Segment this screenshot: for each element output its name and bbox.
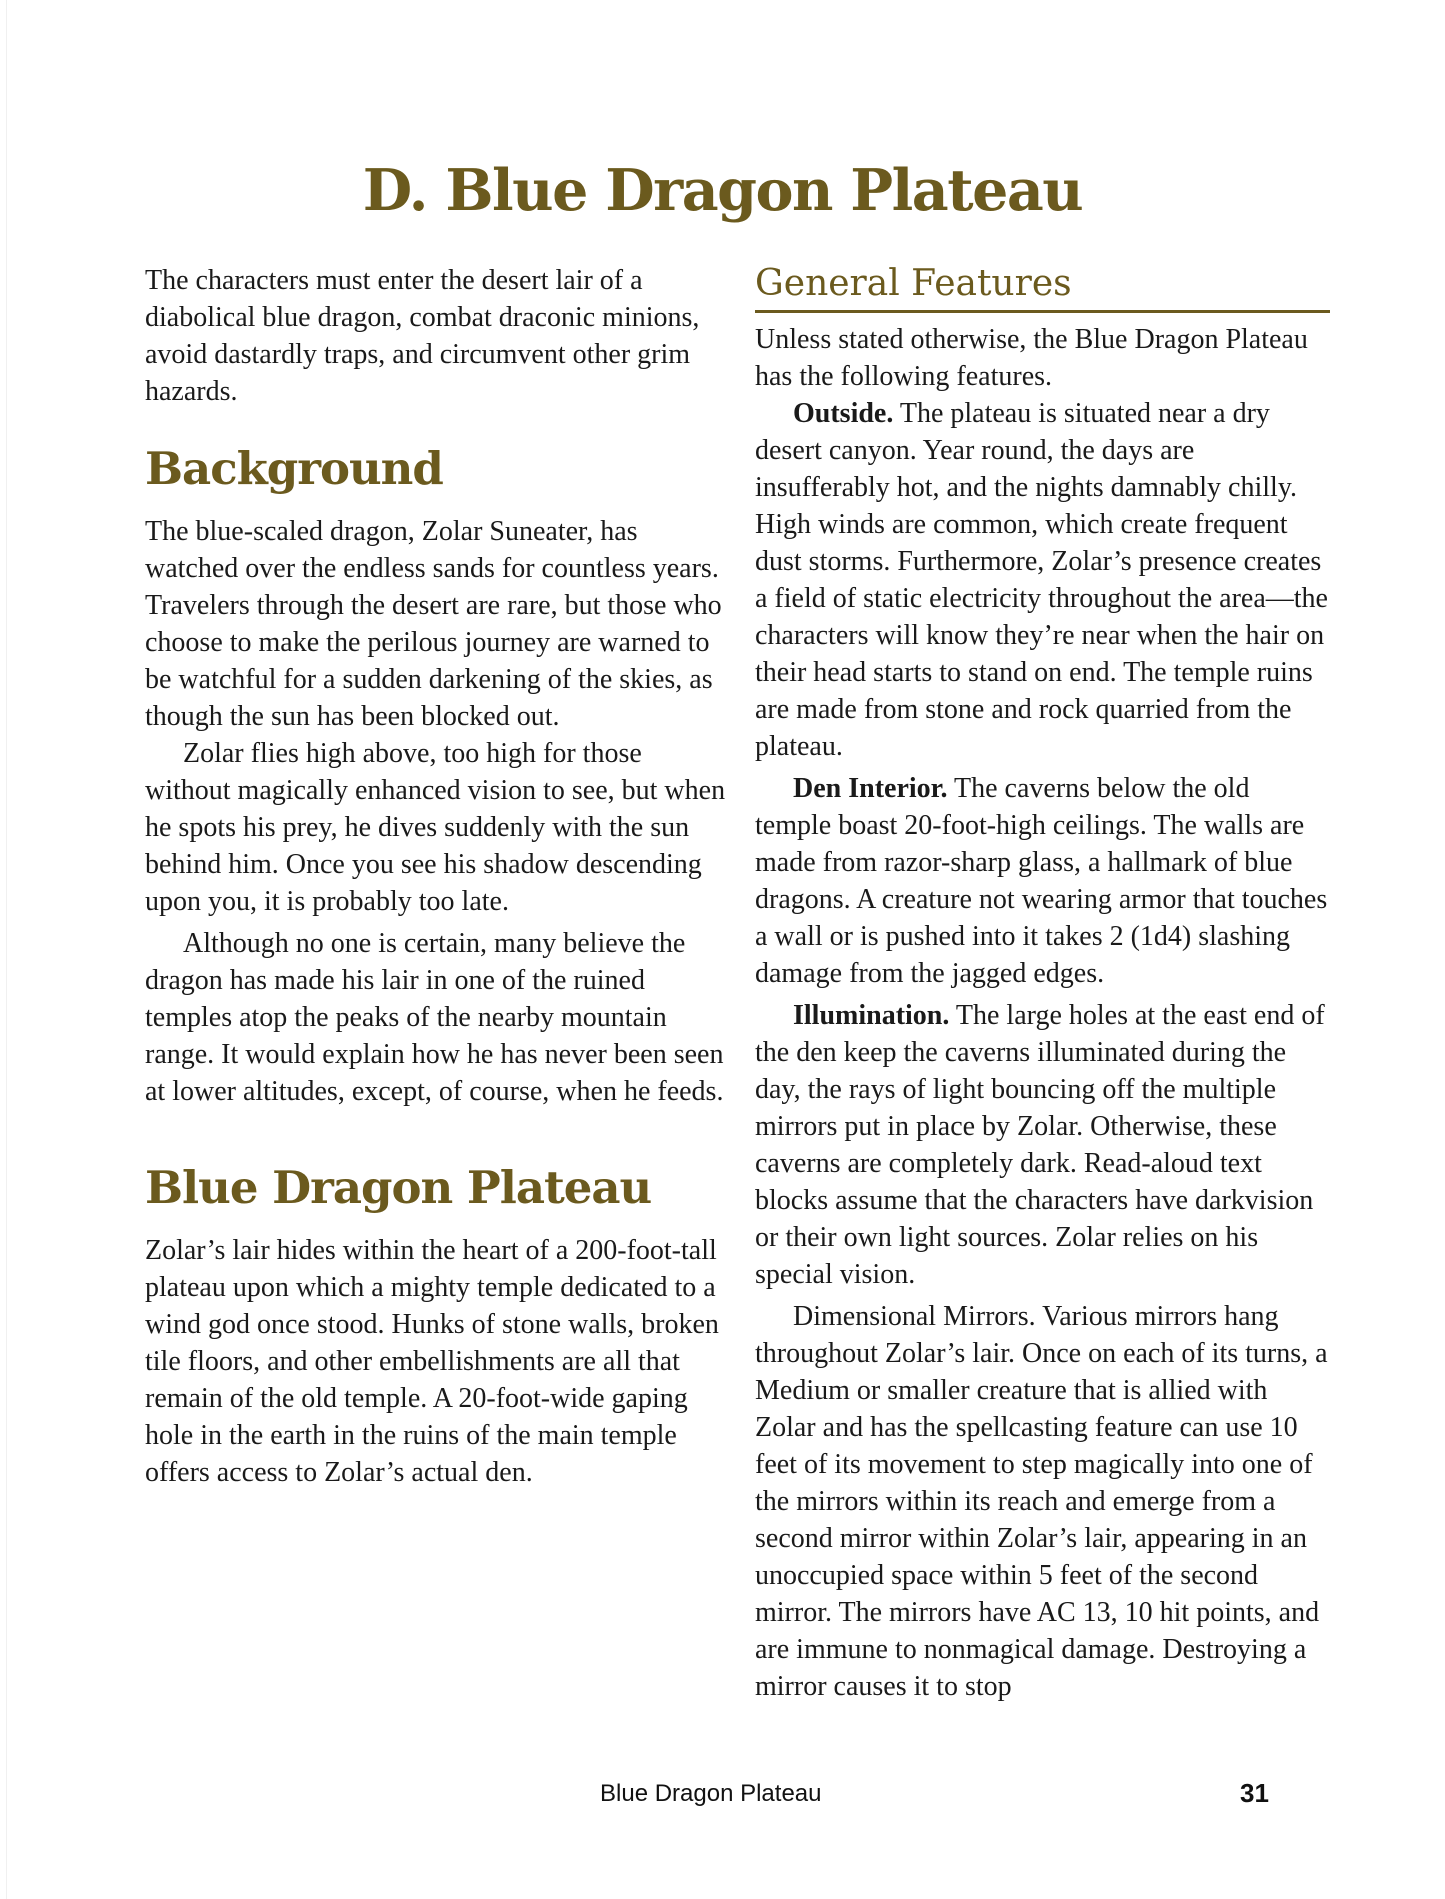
- footer-running-title: Blue Dragon Plateau: [600, 1780, 822, 1807]
- feature-illumination: [755, 997, 1330, 1293]
- background-paragraph: Although no one is certain, many believe the dragon has made his lair in one of the ruined temples atop the peaks of the nearby mountain range. It would explain how he has never been seen at lower altitudes, except, of course, when he feeds.: [145, 928, 724, 1107]
- plateau-heading: Blue Dragon Plateau: [145, 1161, 652, 1214]
- feature-dimensional-mirrors: Dimensional Mirrors. Various mirrors hang throughout Zolar’s lair. Once on each of its turns, a Medium or smaller creature that is allied with Zolar and has the spellcasting feature can use 10 feet of its movement to step magically into one of the mirrors within its reach and emerge from a second mirror within Zolar’s lair, appearing in an unoccupied space within 5 feet of the second mirror. The mirrors have AC 13, 10 hit points, and are immune to nonmagical damage. Destroying a mirror causes it to stop: [755, 1301, 1328, 1702]
- feature-label: Den Interior.: [793, 773, 948, 804]
- footer-page-number: 31: [1240, 1778, 1269, 1808]
- general-features-heading: General Features: [755, 266, 1330, 313]
- intro-paragraph: The characters must enter the desert lair of a diabolical blue dragon, combat draconic minions, avoid dastardly traps, and circumvent other grim hazards.: [145, 265, 700, 407]
- right-column: [755, 262, 1330, 1705]
- feature-den-interior: [755, 770, 1330, 992]
- feature-label: Illumination.: [793, 1000, 950, 1031]
- feature-text: The plateau is situated near a dry desert canyon. Year round, the days are insufferably hot, and the nights damnably chilly. High winds are common, which create frequent dust storms. Furthermore, Zolar’s presence creates a field of static electricity throughout the area—the characters will know they’re near when the hair on their head starts to stand on end. The temple ruins are made from stone and rock quarried from the plateau.: [755, 398, 1328, 762]
- background-heading: Background: [145, 442, 443, 495]
- feature-text: The large holes at the east end of the den keep the caverns illuminated during the day, the rays of light bouncing off the multiple mirrors put in place by Zolar. Otherwise, these caverns are completely dark. Read-aloud text blocks assume that the characters have darkvision or their own light sources. Zolar relies on his special vision.: [755, 1000, 1325, 1290]
- page-edge-divider: [6, 0, 7, 1899]
- feature-label: Outside.: [793, 398, 894, 429]
- page-title: D. Blue Dragon Plateau: [362, 157, 1083, 224]
- feature-outside: [755, 395, 1330, 765]
- background-paragraph: Zolar flies high above, too high for those without magically enhanced vision to see, but when he spots his prey, he dives suddenly with the sun behind him. Once you see his shadow descending upon you, it is probably too late.: [145, 738, 726, 917]
- general-features-intro: Unless stated otherwise, the Blue Dragon Plateau has the following features.: [755, 324, 1308, 392]
- feature-text: The caverns below the old temple boast 20-foot-high ceilings. The walls are made from razor-sharp glass, a hallmark of blue dragons. A creature not wearing armor that touches a wall or is pushed into it takes 2 (1d4) slashing damage from the jagged edges.: [755, 773, 1328, 989]
- plateau-paragraph: Zolar’s lair hides within the heart of a 200-foot-tall plateau upon which a mighty temple dedicated to a wind god once stood. Hunks of stone walls, broken tile floors, and other embellishments are all that remain of the old temple. A 20-foot-wide gaping hole in the earth in the ruins of the main temple offers access to Zolar’s actual den.: [145, 1235, 719, 1488]
- background-paragraph: The blue-scaled dragon, Zolar Suneater, has watched over the endless sands for countless years. Travelers through the desert are rare, but those who choose to make the perilous journey are warned to be watchful for a sudden darkening of the skies, as though the sun has been blocked out.: [145, 516, 722, 732]
- left-column: [145, 262, 730, 1491]
